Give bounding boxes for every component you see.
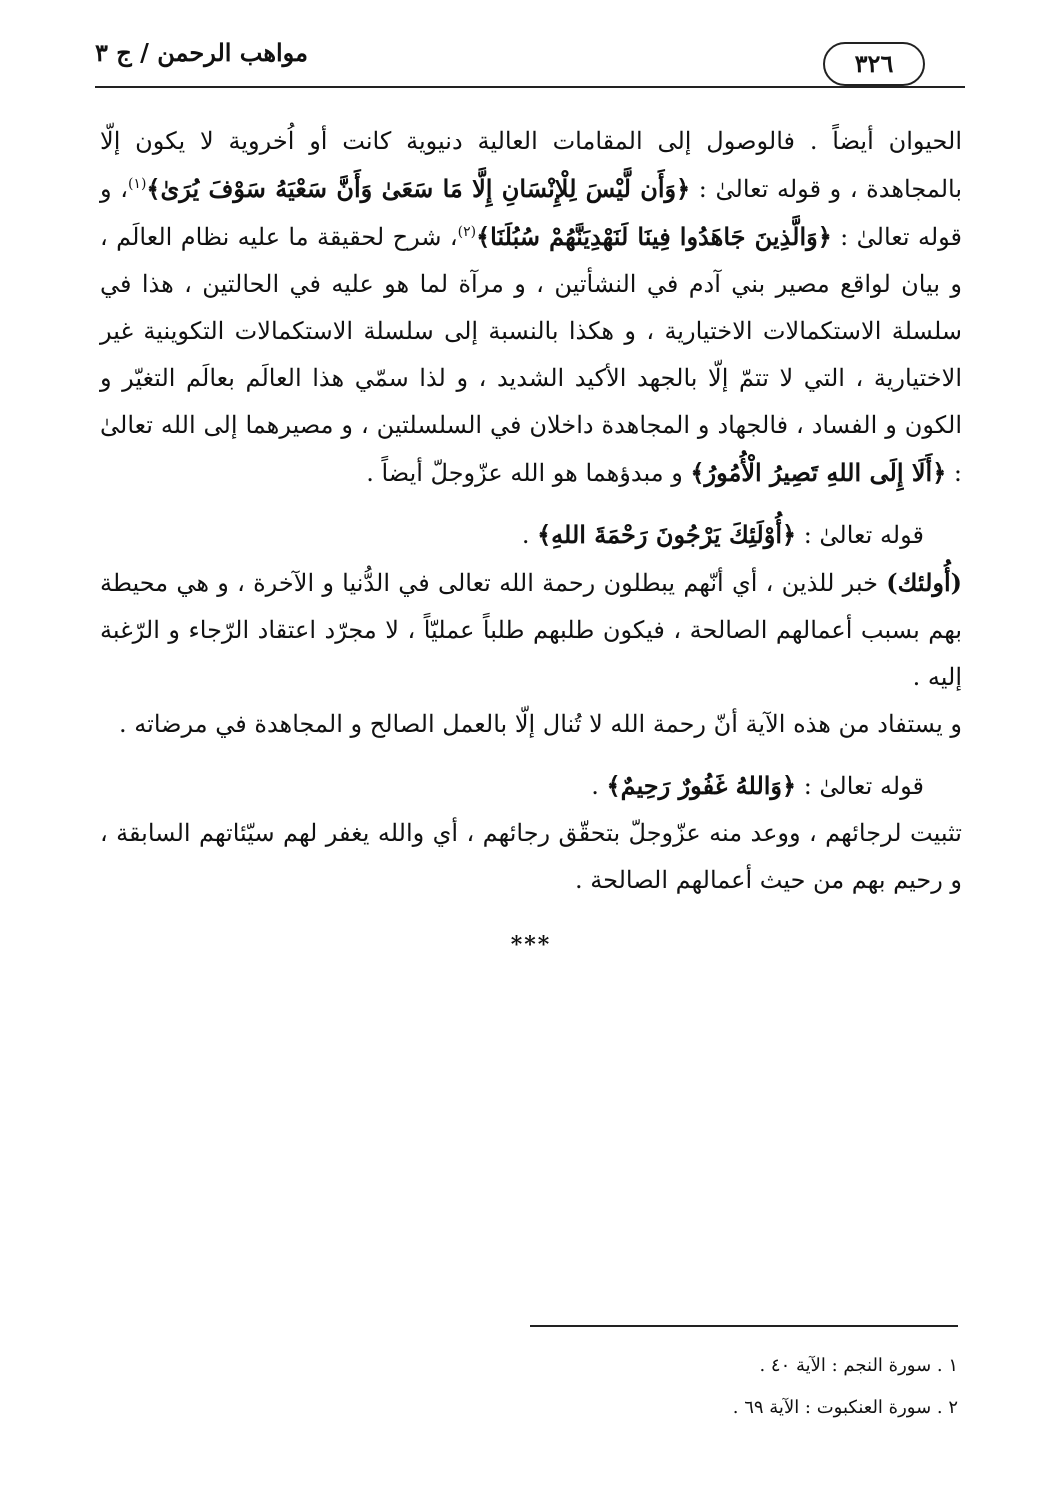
text-run: قوله تعالىٰ : [796,521,924,549]
text-run: . [521,521,538,549]
text-run: و مبدؤهما هو الله عزّوجلّ أيضاً . [366,459,691,487]
quran-verse: ﴿أَلَا إِلَى اللهِ تَصِيرُ الْأُمُورُ﴾ [690,458,947,487]
quran-verse: ﴿وَأَن لَّيْسَ لِلْإِنْسَانِ إِلَّا مَا سَعَىٰ وَأَنَّ سَعْيَهُ سَوْفَ يُرَىٰ﴾ [146,174,691,203]
text-run: . [591,772,607,800]
quran-verse: ﴿وَالَّذِينَ جَاهَدُوا فِينَا لَنَهْدِيَنَّهُمْ سُبُلَنَا﴾ [476,222,832,251]
quran-verse: ﴿أُوْلَئِكَ يَرْجُونَ رَحْمَةَ اللهِ﴾ [537,520,797,549]
text-run: قوله تعالىٰ : [796,772,924,800]
page-number: ٣٢٦ [823,42,925,86]
header-rule [95,86,965,88]
quran-verse: ﴿وَاللهُ غَفُورٌ رَحِيمٌ﴾ [606,771,797,800]
text-run: ، شرح لحقيقة ما عليه نظام العالَم ، و بيان لواقع مصير بني آدم في النشأتين ، و مرآة لما هو عليه في الحالتين ، هذا في سلسلة الاستكمالات الاختيارية ، و هكذا بالنسبة إلى سلسلة الاستكمالات التكوينية غير الاختيارية ، التي لا تتمّ إلّا بالجهد الأكيد الشديد ، و لذا سمّي هذا العالَم بعالَم التغيّر و الكون و الفساد ، فالجهاد و المجاهدة داخلان في السلسلتين ، و مصيرهما إلى الله تعالىٰ : [100,223,963,487]
paragraph-verse-heading-2 [100,762,962,810]
footnote-ref-1: (١) [127,176,147,192]
section-separator: *** [510,932,552,958]
paragraph-4: تثبيت لرجائهم ، ووعد منه عزّوجلّ بتحقّق رجائهم ، أي والله يغفر لهم سيّئاتهم السابقة ، و رحيم بهم من حيث أعمالهم الصالحة . [100,819,962,894]
running-title: مواهب الرحمن / ج ٣ [95,38,314,67]
footnote-1: ١ . سورة النجم : الآية ٤٠ . [759,1355,958,1376]
footnote-rule [530,1325,958,1327]
footnotes [458,1345,958,1429]
paragraph-2 [100,559,962,701]
term-highlight: (أُولئك) [886,568,962,597]
footnote-ref-2: (٢) [457,224,477,240]
footnote-2: ٢ . سورة العنكبوت : الآية ٦٩ . [732,1397,958,1418]
paragraph-1 [100,118,962,497]
text-run: الحيوان أيضاً . فالوصول إلى المقامات العالية دنيوية كانت أو اُخروية لا يكون إلّا بالمجاهدة ، و قوله تعالىٰ : [100,127,962,203]
paragraph-verse-heading-1 [100,511,962,559]
main-text [100,118,962,969]
text-run: خبر للذين ، أي أنّهم يبطلون رحمة الله تعالى في الدُّنيا و الآخرة ، و هي محيطة بهم بسبب أعمالهم الصالحة ، فيكون طلبهم طلباً عمليّاً ، لا مجرّد اعتقاد الرّجاء و الرّغبة إليه . [100,569,962,691]
paragraph-3: و يستفاد من هذه الآية أنّ رحمة الله لا تُنال إلّا بالعمل الصالح و المجاهدة في مرضاته . [119,710,962,738]
page-header [95,36,965,96]
text-run: ، و قوله تعالىٰ : [100,175,963,251]
